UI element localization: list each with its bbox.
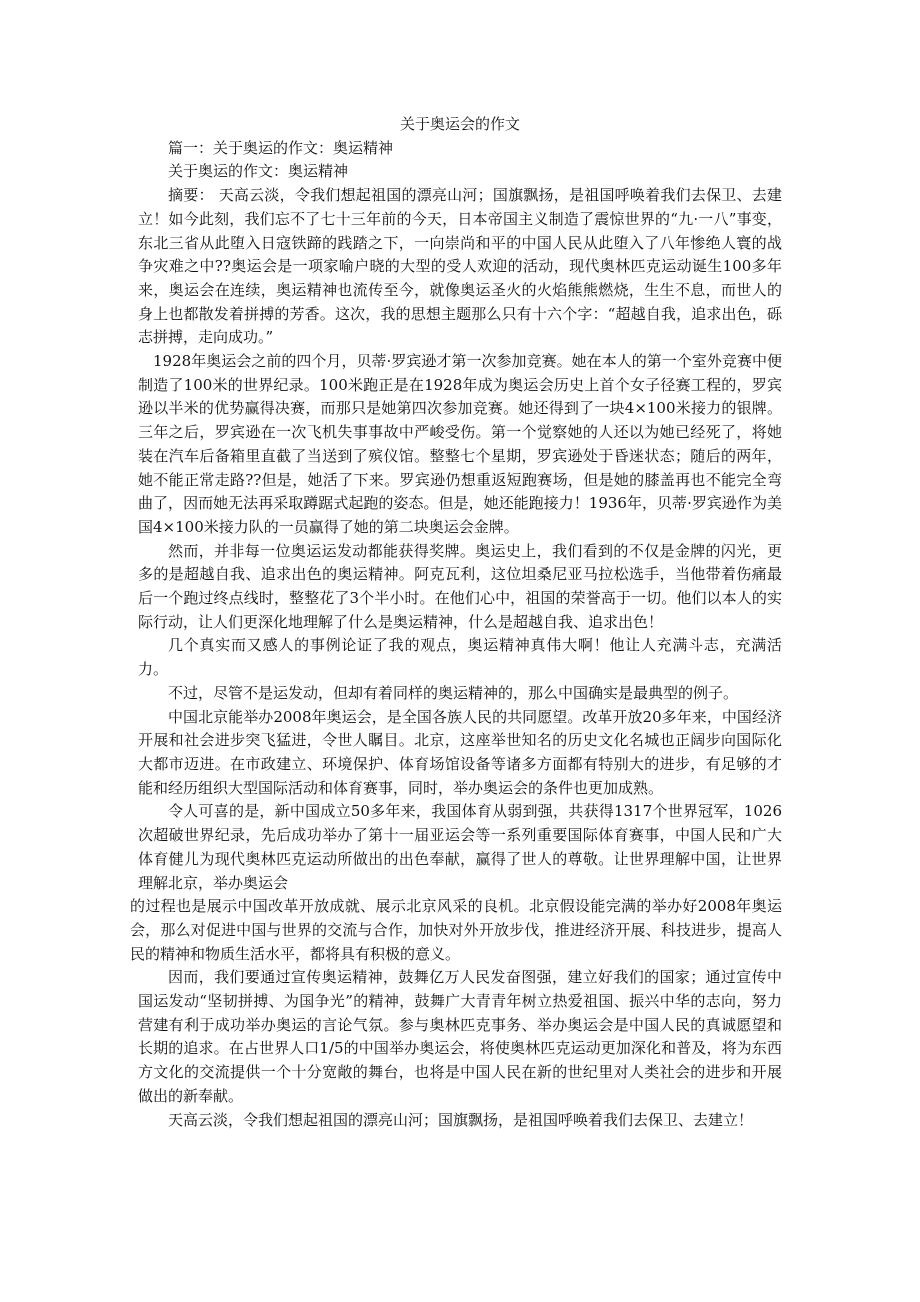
section-heading: 篇一：关于奥运的作文：奥运精神 [168,138,394,157]
body-paragraph: 不过，尽管不是运发动，但却有着同样的奥运精神的，那么中国确实是最典型的例子。 [168,683,739,702]
document-body [130,113,782,1132]
body-paragraph: 令人可喜的是，新中国成立50多年来，我国体育从弱到强，共获得1317个世界冠军，1026次超破世界纪录，先后成功举办了第十一届亚运会等一系列重要国际体育赛事，中国人民和广大体育健儿为现代奥林匹克运动所做出的出色奉献，赢得了世人的尊敬。让世界理解中国，让世界理解北京，举办奥运会 [138,802,782,892]
body-paragraph: 1928年奥运会之前的四个月，贝蒂·罗宾逊才第一次参加竞赛。她在本人的第一个室外竞赛中便制造了100米的世界纪录。100米跑正是在1928年成为奥运会历史上首个女子径赛工程的，罗宾逊以半米的优势赢得决赛，而那只是她第四次参加竞赛。她还得到了一块4×100米接力的银牌。三年之后，罗宾逊在一次飞机失事事故中严峻受伤。第一个觉察她的人还以为她已经死了，将她装在汽车后备箱里直截了当送到了殡仪馆。整整七个星期，罗宾逊处于昏迷状态；随后的两年，她不能正常走路??但是，她活了下来。罗宾逊仍想重返短跑赛场，但是她的膝盖再也不能完全弯曲了，因而她无法再采取蹲踞式起跑的姿态。但是，她还能跑接力！1936年，贝蒂·罗宾逊作为美国4×100米接力队的一员赢得了她的第二块奥运会金牌。 [138,352,782,536]
document-title: 关于奥运会的作文 [399,115,520,133]
body-paragraph: 因而，我们要通过宣传奥运精神，鼓舞亿万人民发奋图强，建立好我们的国家；通过宣传中国运发动“坚韧拼搏、为国争光”的精神，鼓舞广大青青年树立热爱祖国、振兴中华的志向，努力营建有利于成功举办奥运的言论气氛。参与奥林匹克事务、举办奥运会是中国人民的真诚愿望和长期的追求。在占世界人口1/5的中国举办奥运会，将使奥林匹克运动更加深化和普及，将为东西方文化的交流提供一个十分宽敞的舞台，也将是中国人民在新的世纪里对人类社会的进步和开展做出的新奉献。 [138,968,782,1105]
body-paragraph: 中国北京能举办2008年奥运会，是全国各族人民的共同愿望。改革开放20多年来，中国经济开展和社会进步突飞猛进，令世人瞩目。北京，这座举世知名的历史文化名城也正阔步向国际化大都市迈进。在市政建立、环境保护、体育场馆设备等诸多方面都有特别大的进步，有足够的才能和经历组织大型国际活动和体育赛事，同时，举办奥运会的条件也更加成熟。 [138,707,782,797]
body-paragraph: 几个真实而又感人的事例论证了我的观点，奥运精神真伟大啊！他让人充满斗志，充满活力。 [138,636,782,679]
body-paragraph: 的过程也是展示中国改革开放成就、展示北京风采的良机。北京假设能完满的举办好2008年奥运会，那么对促进中国与世界的交流与合作，加快对外开放步伐，推进经济开展、科技进步，提高人民的精神和物质生活水平，都将具有积极的意义。 [130,897,782,963]
article-title: 关于奥运的作文：奥运精神 [168,162,349,181]
abstract-paragraph: 摘要： 天高云淡，令我们想起祖国的漂亮山河；国旗飘扬，是祖国呼唤着我们去保卫、去建立！如今此刻，我们忘不了七十三年前的今天，日本帝国主义制造了震惊世界的“九·一八”事变，东北三省从此堕入日寇铁蹄的践踏之下，一向崇尚和平的中国人民从此堕入了八年惨绝人寰的战争灾难之中??奥运会是一项家喻户晓的大型的受人欢迎的活动，现代奥林匹克运动诞生100多年来，奥运会在连续，奥运精神也流传至今，就像奥运圣火的火焰熊熊燃烧，生生不息，而世人的身上也都散发着拼搏的芳香。这次，我的思想主题那么只有十六个字：“超越自我，追求出色，砾志拼搏，走向成功。” [138,186,782,347]
closing-paragraph: 天高云淡，令我们想起祖国的漂亮山河；国旗飘扬，是祖国呼唤着我们去保卫、去建立！ [168,1110,754,1129]
body-paragraph: 然而，并非每一位奥运运发动都能获得奖牌。奥运史上，我们看到的不仅是金牌的闪光，更多的是超越自我、追求出色的奥运精神。阿克瓦利，这位坦桑尼亚马拉松选手，当他带着伤痛最后一个跑过终点线时，整整花了3个半小时。在他们心中，祖国的荣誉高于一切。他们以本人的实际行动，让人们更深化地理解了什么是奥运精神，什么是超越自我、追求出色！ [138,541,782,631]
